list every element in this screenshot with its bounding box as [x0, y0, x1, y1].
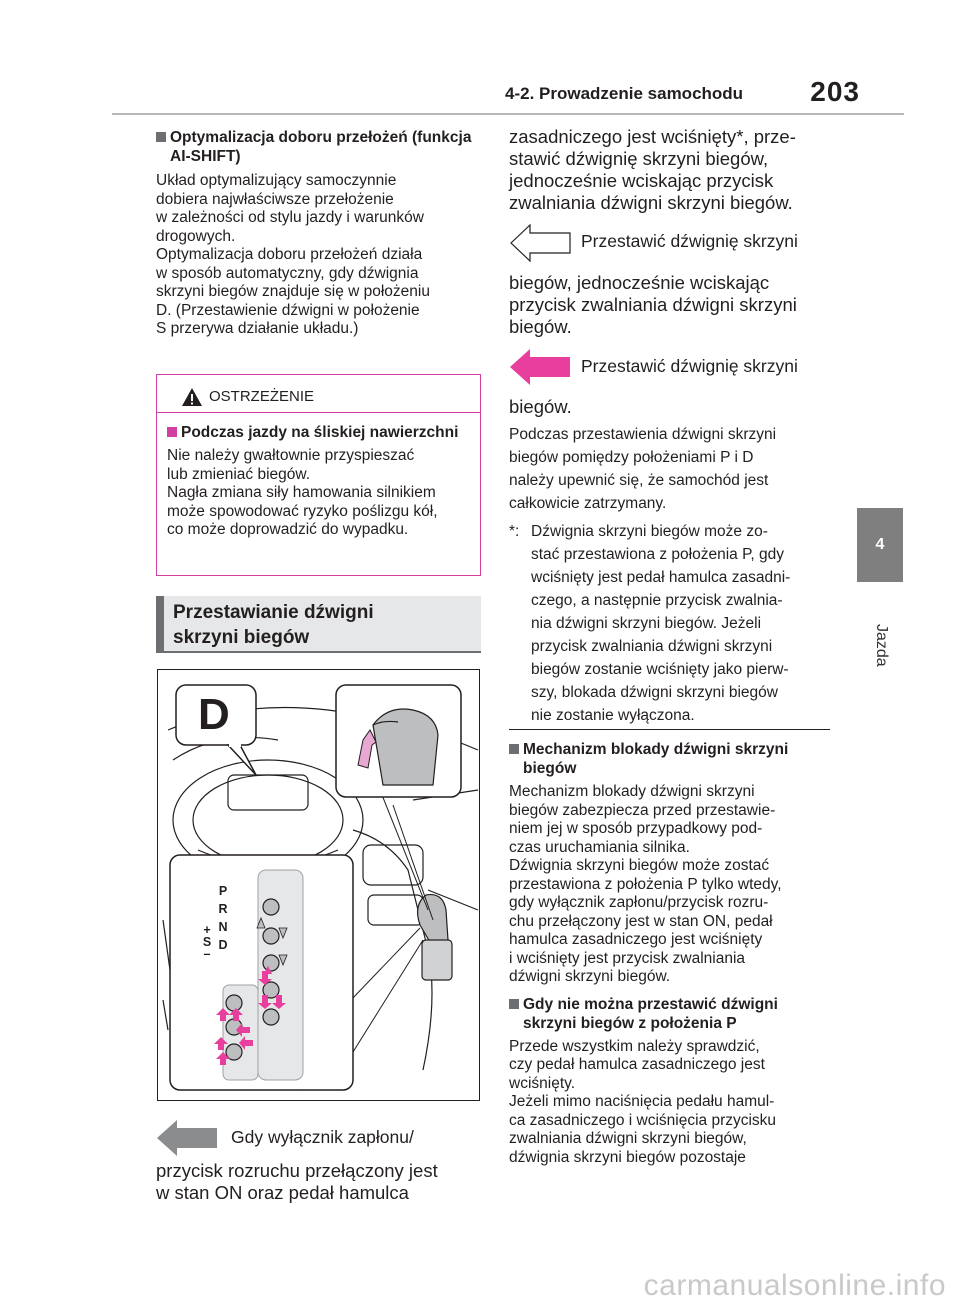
text-line: co może doprowadzić do wypadku. [167, 521, 409, 538]
text-line: stawić dźwignię skrzyni biegów, [509, 148, 769, 169]
text-line: całkowicie zatrzymany. [509, 495, 667, 512]
text-line: skrzyni biegów znajduje się w położeniu [156, 283, 430, 300]
left-column [156, 128, 482, 339]
text-line: biegów. [509, 316, 572, 337]
footnote [509, 520, 839, 727]
shift-lever-illustration [157, 669, 480, 1101]
text-line: w zależności od stylu jazdy i warunków [156, 209, 424, 226]
callout-d-letter: D [198, 690, 230, 739]
text-line: Dźwignia skrzyni biegów może zostać [509, 857, 770, 874]
gate-r: R [218, 902, 228, 916]
page-number: 203 [810, 76, 860, 107]
text-line: w sposób automatyczny, gdy dźwignia [156, 264, 419, 282]
text-line: zwalniania dźwigni skrzyni biegów. [509, 192, 793, 213]
text-line: drogowych. [156, 227, 236, 245]
text-line: lub zmieniać biegów. [167, 465, 311, 483]
gate-p: P [218, 884, 228, 898]
text-line: Mechanizm blokady dźwigni skrzyni [509, 783, 755, 800]
gate-minus: – [203, 947, 211, 961]
lock-mechanism-heading: Mechanizm blokady dźwigni skrzyni biegów [509, 740, 834, 778]
text-line: stać przestawiona z położenia P, gdy [531, 546, 785, 563]
pink-arrow-text: Przestawić dźwignię skrzyni [581, 356, 798, 376]
text-line: czego, a następnie przycisk zwalnia- [531, 592, 783, 609]
gray-arrow-text: Gdy wyłącznik zapłonu/ [231, 1127, 414, 1147]
text-line: dźwigni skrzyni biegów. [509, 968, 671, 985]
text-line: Nagła zmiana siły hamowania silnikiem [167, 484, 436, 501]
text-line: wciśnięty. [509, 1074, 576, 1092]
text-line: czas uruchamiania silnika. [509, 838, 690, 856]
gate-sport-labels [201, 924, 213, 960]
gate-labels [216, 882, 230, 954]
text-line: Przede wszystkim należy sprawdzić, [509, 1037, 760, 1055]
text-line: zwalniania dźwigni skrzyni biegów, [509, 1130, 747, 1147]
shift-note [509, 423, 839, 515]
gate-plus: + [203, 923, 211, 937]
section-title: 4-2. Prowadzenie samochodu [505, 84, 744, 103]
right-column [509, 126, 834, 214]
text-line: czy pedał hamulca zasadniczego jest [509, 1056, 765, 1073]
warning-triangle-icon [181, 387, 203, 407]
right-intro-text [509, 126, 834, 214]
section-banner [156, 596, 481, 652]
text-line: chu przełączony jest w stan ON, pedał [509, 912, 773, 930]
text-line: przestawiona z położenia P tylko wtedy, [509, 875, 782, 893]
chapter-label-text: Jazda [873, 624, 890, 667]
chapter-tab[interactable]: 4 [857, 508, 903, 582]
warning-header [157, 375, 480, 413]
ai-shift-text [156, 172, 482, 339]
watermark: carmanualsonline.info [643, 1269, 946, 1302]
footnote-mark: *: [509, 523, 520, 540]
text-line: i wciśnięty jest przycisk zwalniania [509, 949, 746, 967]
text-line: Dźwignia skrzyni biegów może zo- [531, 523, 768, 540]
banner-line: skrzyni biegów [173, 627, 310, 648]
text-line: Układ optymalizujący samoczynnie [156, 172, 397, 189]
pink-arrow-continuation: biegów. [509, 396, 572, 417]
warning-heading: Podczas jazdy na śliskiej nawierzchni [167, 423, 470, 442]
text-line: przycisk zwalniania dźwigni skrzyni [509, 294, 797, 315]
gray-arrow-icon [157, 1118, 219, 1158]
text-line: przycisk zwalniania dźwigni skrzyni [531, 638, 773, 655]
text-line: w stan ON oraz pedał hamulca [156, 1182, 409, 1203]
text-line: dobiera najwłaściwsze przełożenie [156, 190, 394, 208]
text-line: Optymalizacja doboru przełożeń działa [156, 246, 423, 263]
text-line: szy, blokada dźwigni skrzyni biegów [531, 684, 778, 701]
text-line: nie zostanie wyłączona. [531, 707, 695, 724]
lock-mechanism-text [509, 783, 834, 987]
text-line: hamulca zasadniczego jest wciśnięty [509, 931, 763, 948]
white-arrow-text: Przestawić dźwignię skrzyni [581, 231, 798, 251]
text-line: D. (Przestawienie dźwigni w położenie [156, 301, 420, 319]
pink-arrow-icon [510, 347, 572, 387]
warning-body [157, 413, 480, 540]
text-line: należy upewnić się, że samochód jest [509, 472, 769, 489]
text-line: biegów pomiędzy położeniami P i D [509, 449, 754, 466]
white-arrow-continuation [509, 272, 839, 338]
text-line: może spowodować ryzyko poślizgu kół, [167, 502, 438, 520]
warning-box [156, 374, 481, 576]
text-line: Nie należy gwałtownie przyspieszać [167, 447, 415, 464]
page-header [505, 78, 860, 108]
chapter-label [866, 596, 896, 666]
banner-divider [156, 651, 481, 653]
banner-line: Przestawianie dźwigni [173, 602, 374, 623]
text-line: wciśnięty jest pedał hamulca zasadni- [531, 569, 791, 586]
text-line: nia dźwigni skrzyni biegów. Jeżeli [531, 615, 762, 632]
text-line: Jeżeli mimo naciśnięcia pedału hamul- [509, 1093, 775, 1110]
gate-d: D [218, 938, 228, 952]
warning-title: OSTRZEŻENIE [209, 388, 315, 405]
header-divider [112, 113, 904, 115]
warning-text [167, 447, 470, 540]
text-line: przycisk rozruchu przełączony jest [156, 1160, 438, 1181]
text-line: biegów zabezpiecza przed przestawie- [509, 801, 776, 819]
text-line: biegów zostanie wciśnięty jako pierw- [531, 661, 789, 678]
divider-rule [509, 729, 830, 730]
text-line: biegów, jednocześnie wciskając [509, 272, 770, 293]
text-line: Podczas przestawienia dźwigni skrzyni [509, 426, 777, 443]
section-banner-title [173, 600, 374, 650]
text-line: niem jej w sposób przypadkowy pod- [509, 820, 763, 837]
cannot-shift-heading: Gdy nie można przestawić dźwigni skrzyni biegów z położenia P [509, 995, 834, 1033]
text-line: jednocześnie wciskając przycisk [509, 170, 774, 191]
text-line: gdy wyłącznik zapłonu/przycisk rozru- [509, 894, 769, 911]
lock-mechanism-section [509, 740, 834, 1167]
gray-arrow-continuation [156, 1160, 486, 1204]
white-arrow-icon [510, 223, 572, 263]
text-line: ca zasadniczego i wciśnięcia przycisku [509, 1111, 777, 1129]
text-line: zasadniczego jest wciśnięty*, prze- [509, 126, 796, 147]
text-line: S przerywa działanie układu.) [156, 320, 359, 337]
gate-n: N [218, 920, 228, 934]
gate-s: S [202, 935, 212, 949]
ai-shift-heading: Optymalizacja doboru przełożeń (funkcja AI-SHIFT) [156, 128, 482, 166]
cannot-shift-text [509, 1038, 834, 1168]
text-line: dźwignia skrzyni biegów pozostaje [509, 1148, 746, 1166]
